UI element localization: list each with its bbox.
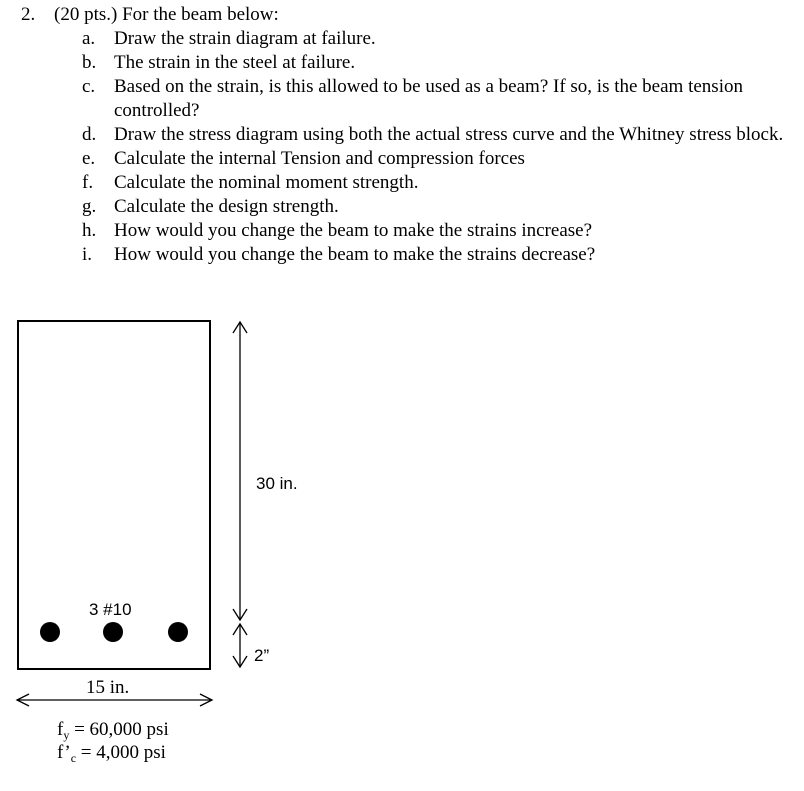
height-arrow-top [233, 322, 247, 333]
question-parts-list [82, 27, 797, 267]
part-letter: b. [82, 52, 97, 73]
width-label: 15 in. [86, 677, 130, 698]
question-part-d [82, 123, 797, 147]
cover-arrow-top [233, 624, 247, 635]
question-part-b [82, 51, 797, 75]
part-text: Calculate the internal Tension and compression forces [114, 148, 525, 169]
part-text: Calculate the nominal moment strength. [114, 172, 419, 193]
question-part-a [82, 27, 797, 51]
part-text: Draw the strain diagram at failure. [114, 28, 376, 49]
part-letter: g. [82, 196, 97, 217]
fc-spec [57, 742, 166, 769]
question-part-h [82, 219, 797, 243]
fc-symbol: f’ [57, 742, 71, 763]
part-text: How would you change the beam to make the strains increase? [114, 220, 593, 241]
part-letter: e. [82, 148, 96, 169]
part-text: Based on the strain, is this allowed to be used as a beam? If so, is the beam tension controlled? [114, 76, 743, 121]
rebar-right [168, 622, 188, 642]
part-letter: c. [82, 76, 96, 97]
question-part-c [82, 75, 797, 123]
cover-arrow-bottom [233, 656, 247, 667]
rebar-middle [103, 622, 123, 642]
width-arrow-right [200, 694, 212, 706]
question-header [21, 3, 279, 27]
question-part-g [82, 195, 797, 219]
part-letter: d. [82, 124, 97, 145]
question-number: 2. [21, 4, 36, 25]
fc-subscript: c [70, 751, 77, 765]
cover-label: 2” [254, 646, 270, 665]
question-part-e [82, 147, 797, 171]
fc-value: = 4,000 psi [76, 742, 166, 763]
part-text: The strain in the steel at failure. [114, 52, 356, 73]
part-letter: h. [82, 220, 97, 241]
part-letter: f. [82, 172, 94, 193]
rebar-label: 3 #10 [89, 600, 132, 619]
rebar-left [40, 622, 60, 642]
question-title: (20 pts.) For the beam below: [54, 4, 279, 25]
question-part-i [82, 243, 797, 267]
fy-value: = 60,000 psi [69, 719, 169, 740]
part-letter: a. [82, 28, 96, 49]
width-arrow-left [17, 694, 29, 706]
height-arrow-bottom [233, 609, 247, 620]
fy-subscript: y [63, 728, 70, 742]
part-text: Draw the stress diagram using both the actual stress curve and the Whitney stress block. [114, 124, 784, 145]
part-text: Calculate the design strength. [114, 196, 339, 217]
height-label: 30 in. [256, 474, 298, 493]
fy-symbol: f [57, 719, 64, 740]
question-part-f [82, 171, 797, 195]
part-letter: i. [82, 244, 93, 265]
part-text: How would you change the beam to make the strains decrease? [114, 244, 596, 265]
